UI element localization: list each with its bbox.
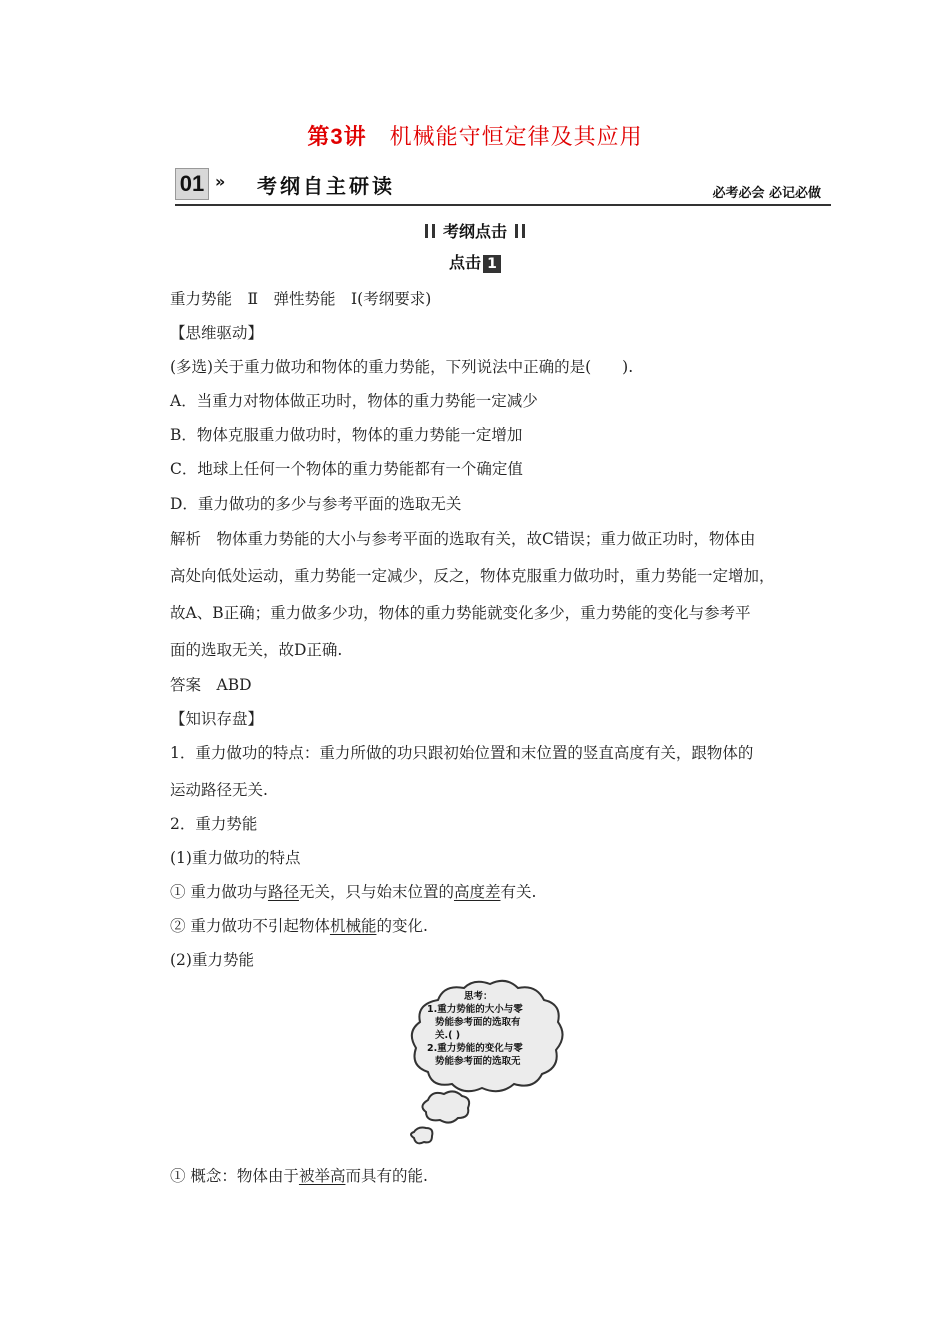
knowledge-2: 2．重力势能 [170, 815, 258, 833]
knowledge-1-line-2: 运动路径无关. [170, 781, 268, 799]
section-badge: 01 [175, 168, 209, 200]
knowledge-header: 【知识存盘】 [170, 710, 264, 728]
cloud-line-4: 关.( ) [435, 1030, 461, 1041]
thinking-header: 【思维驱动】 [170, 324, 264, 342]
cloud-line-3: 势能参考面的选取有 [435, 1017, 521, 1028]
analysis-line-4: 面的选取无关，故D正确. [170, 641, 343, 659]
knowledge-2-1-a [170, 882, 536, 902]
option-a: A．当重力对物体做正功时，物体的重力势能一定减少 [170, 392, 538, 410]
bar-left-icon-2 [432, 224, 435, 238]
text-fragment: ① 重力做功与 [170, 883, 268, 901]
cloud-puff-small [411, 1128, 432, 1144]
lecture-title: 机械能守恒定律及其应用 [389, 125, 643, 150]
bar-right-icon-2 [522, 224, 525, 238]
text-fragment: ② 重力做功不引起物体 [170, 917, 330, 935]
knowledge-2-2: (2)重力势能 [170, 951, 254, 969]
analysis-line-1: 解析 物体重力势能的大小与参考平面的选取有关，故C错误；重力做正功时，物体由 [170, 530, 756, 548]
underlined-term-height-diff: 高度差 [453, 883, 501, 901]
underlined-term-raised: 被举高 [298, 1167, 346, 1185]
section-heading-text: 考纲点击 [442, 222, 507, 241]
syllabus-line: 重力势能 Ⅱ 弹性势能 Ⅰ(考纲要求) [170, 290, 432, 308]
knowledge-2-1-b [170, 916, 428, 936]
cloud-line-6: 势能参考面的选取无 [435, 1056, 521, 1067]
bar-left-icon [425, 224, 428, 238]
banner-title: 考纲自主研读 [257, 174, 395, 198]
option-c: C．地球上任何一个物体的重力势能都有一个确定值 [170, 460, 523, 478]
bar-right-icon [515, 224, 518, 238]
cloud-puff-medium [422, 1091, 469, 1122]
cloud-line-1: 思考： [464, 991, 493, 1002]
analysis-line-3: 故A、B正确；重力做多少功，物体的重力势能就变化多少，重力势能的变化与参考平 [170, 604, 751, 622]
double-chevron-icon: » [215, 172, 226, 191]
answer-line: 答案 ABD [170, 676, 252, 694]
thought-cloud-illustration [408, 978, 568, 1148]
text-fragment: 有关. [500, 883, 537, 901]
option-d: D．重力做功的多少与参考平面的选取无关 [170, 495, 462, 513]
point-heading [0, 250, 950, 273]
text-fragment: 的变化. [376, 917, 428, 935]
page-title [0, 120, 950, 151]
cloud-line-2: 1.重力势能的大小与零 [427, 1004, 523, 1015]
knowledge-1-line-1: 1．重力做功的特点：重力所做的功只跟初始位置和末位置的竖直高度有关，跟物体的 [170, 744, 754, 762]
underlined-term-mechanical-energy: 机械能 [329, 917, 377, 935]
underlined-term-path: 路径 [267, 883, 299, 901]
banner-subtitle: 必考必会 必记必做 [712, 186, 821, 201]
text-fragment: ① 概念：物体由于 [170, 1167, 299, 1185]
question-text: (多选)关于重力做功和物体的重力势能，下列说法中正确的是( ). [170, 358, 634, 376]
option-b: B．物体克服重力做功时，物体的重力势能一定增加 [170, 426, 523, 444]
cloud-line-5: 2.重力势能的变化与零 [427, 1043, 523, 1054]
text-fragment: 无关，只与始末位置的 [298, 883, 454, 901]
point-number-badge: 1 [483, 255, 501, 273]
section-banner [175, 164, 831, 206]
analysis-line-2: 高处向低处运动，重力势能一定减少，反之，物体克服重力做功时，重力势能一定增加， [170, 567, 775, 585]
lecture-number: 第3讲 [307, 124, 367, 149]
section-heading [0, 219, 950, 242]
point-label: 点击 [448, 253, 481, 272]
text-fragment: 而具有的能. [345, 1167, 428, 1185]
knowledge-2-1: (1)重力做功的特点 [170, 849, 301, 867]
concept-line [170, 1166, 428, 1186]
